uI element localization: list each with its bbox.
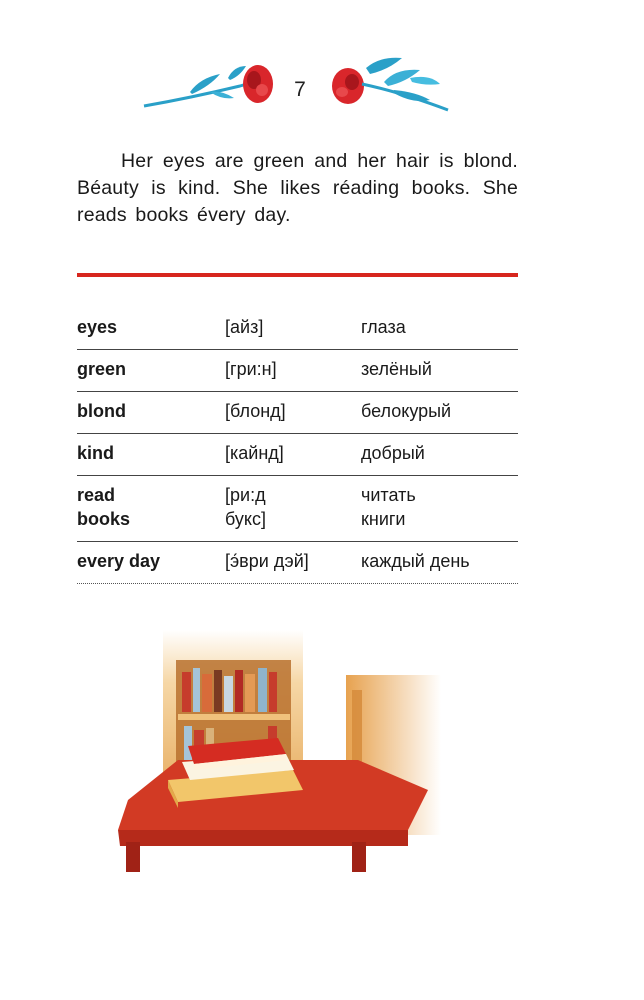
red-divider: [77, 273, 518, 277]
vocab-word: every day: [77, 551, 161, 571]
table-with-books-illustration: [108, 630, 448, 890]
vocab-word: eyes: [77, 317, 118, 337]
vocab-translation: белокурый: [361, 401, 452, 421]
vocab-word: kind: [77, 443, 115, 463]
vocab-row: [77, 542, 518, 584]
story-paragraph: Her eyes are green and her hair is blond. Béauty is kind. She likes réading books. She reads books évery day.: [77, 150, 518, 226]
vocab-transcription: [ри:д букс]: [225, 485, 266, 529]
vocab-translation: читать книги: [361, 485, 416, 529]
right-rose-icon: [332, 68, 364, 104]
vocab-word: green: [77, 359, 127, 379]
vocab-transcription: [э́ври дэй]: [225, 551, 309, 571]
vocab-transcription: [блонд]: [225, 401, 286, 421]
vocabulary-table: [77, 308, 518, 584]
page-number: 7: [294, 78, 306, 101]
vocab-translation: зелёный: [361, 359, 432, 379]
vocab-translation: глаза: [361, 317, 406, 337]
vocab-row: [77, 308, 518, 350]
left-rose-icon: [243, 65, 273, 103]
vocab-transcription: [кайнд]: [225, 443, 284, 463]
vocab-row: [77, 476, 518, 542]
vocab-transcription: [айз]: [225, 317, 264, 337]
vocab-translation: добрый: [361, 443, 425, 463]
vocab-transcription: [гри:н]: [225, 359, 277, 379]
vocab-word: blond: [77, 401, 126, 421]
vocab-word: read books: [77, 485, 131, 529]
vocab-translation: каждый день: [361, 551, 470, 571]
vocab-row: [77, 392, 518, 434]
vocab-row: [77, 350, 518, 392]
vocab-row: [77, 434, 518, 476]
